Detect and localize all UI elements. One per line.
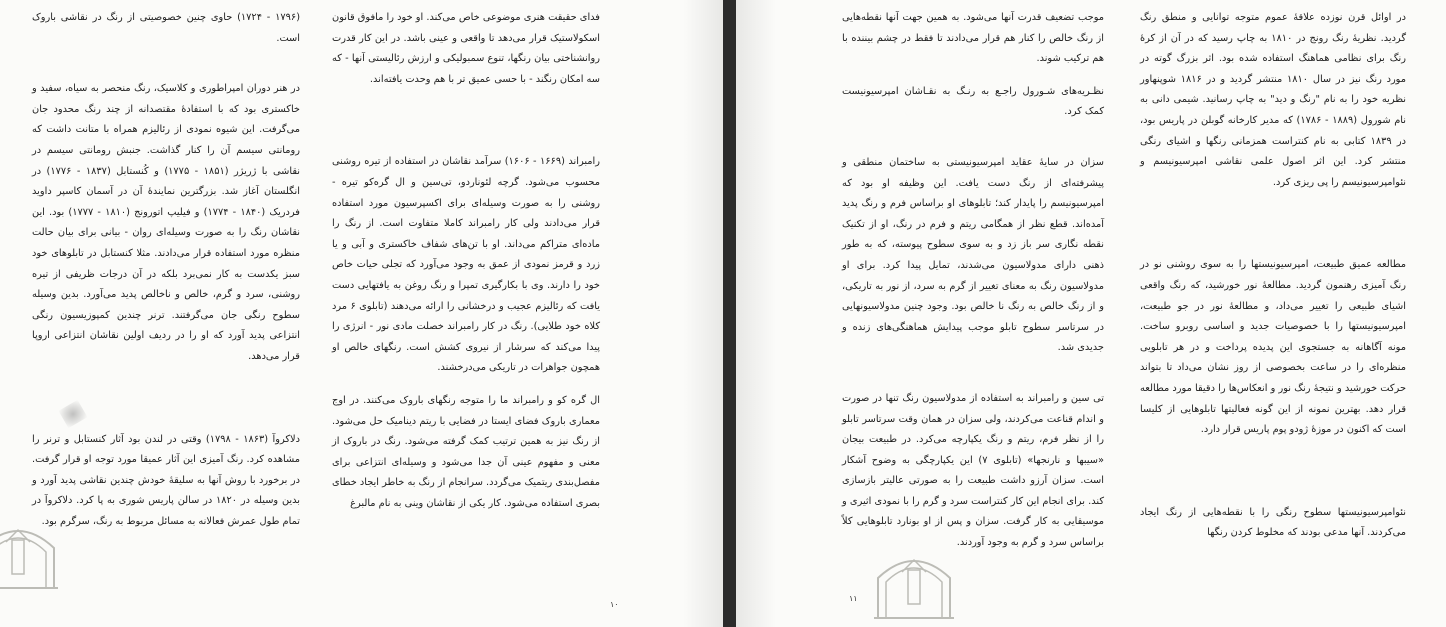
page-number: ۱۱ [849, 594, 858, 603]
paragraph: در هنر دوران امپراطوری و کلاسیک، رنگ منحصر به سیاه، سفید و خاکستری بود که با استفادهٔ مقتصدانه از چند رنگ محدود جان می‌گرفت. این شیوه نمودی از رئالیزم همراه با متانت داشت که رومانتی سیسم آن را کنار گذاشت. جنبش رومانتی سیسم در نقاشی با ژریژر (۱۸۵۱ - ۱۷۷۵) و کُنستابل (۱۸۳۷ - ۱۷۷۶) در انگلستان آغاز شد. بزرگترین نمایندهٔ آن در آسمان کاسپر داوید فردریک (۱۸۴۰ - ۱۷۷۴) و فیلیپ اتورونج (۱۸۱۰ - ۱۷۷۷) بود. این نقاشان رنگ را به صورت وسیله‌ای روان - بیانی برای بیان حالت منظره مورد استفاده قرار می‌دادند. مثلا کنستابل در تابلوهای خود سبز یکدست به کار نمی‌برد بلکه در آن درجات ظریفی از تیره روشنی، سرد و گرم، خالص و ناخالص پدید می‌آورد. بدین وسیله سطوح رنگی جان می‌گرفتند. ترنر چندین کمپوزیسیون رنگی انتزاعی پدید آورد که او را در ردیف اولین نقاشان انتزاعی اروپا قرار می‌دهد. [32, 83, 301, 362]
right-page-column-left [842, 8, 1104, 554]
left-page-column-left [32, 8, 300, 532]
library-stamp-icon [868, 548, 960, 624]
right-page-column-right [1140, 8, 1406, 544]
library-stamp-icon [0, 518, 64, 594]
paragraph: سزان در سایهٔ عقاید امپرسیونیستی به ساختمان منطقی و پیشرفته‌ای از رنگ دست یافت. این وظیفه او بود که امپرسیونیسم را پایدار کند؛ تابلوهای او براساس فرم و رنگ پدید آمده‌اند. قطع نظر از همگامی ریتم و فرم در رنگ، او از تکنیک نقطه نگاری سر باز زد و به سوی سطوح پیوسته، که به طور ذهنی دارای مدولاسیون می‌شدند، تمایل پیدا کرد. برای او مدولاسیون رنگ به معنای تغییر از گرم به سرد، از نور به تاریکی، و از رنگ خالص به رنگ نا خالص بود. وجود چنین مدولاسیونهایی در سرتاسر سطوح تابلو موجب پیدایش هماهنگی‌های زنده و جدیدی شد. [842, 156, 1104, 354]
paragraph: تی سین و رامبراند به استفاده از مدولاسیون رنگ تنها در صورت و اندام قناعت می‌کردند، ولی سزان در همان وقت سرتاسر تابلو را از نظر فرم، ریتم و رنگ یکپارچه می‌کرد. در طبیعت بیجان «سیبها و نارنجها» (تابلوی ۷) این یکپارچگی به وضوح آشکار است. سزان آرزو داشت طبیعت را به صورتی عالیتر بازسازی کند. برای انجام این کار کنتراست سرد و گرم را با نمودی اثیری و موسیقایی به کار گرفت. سزان و پس از او بونارد تابلوهایی کلاً براساس سرد و گرم به وجود آوردند. [842, 392, 1104, 549]
paragraph: در اوائل قرن نوزده علاقهٔ عموم متوجه توانایی و منطق رنگ گردید. نظریهٔ رنگ رونج در ۱۸۱۰ به چاپ رسید که در آن از کرهٔ رنگ برای نظامی هماهنگ استفاده شده بود. اثر بزرگ گوته در مورد رنگ نیز در سال ۱۸۱۰ منتشر گردید و در ۱۸۱۶ شوپنهاور نظریه خود را به نام "رنگ و دید" به چاپ رسانید. شیمی دانی به نام شورول (۱۸۸۹ - ۱۷۸۶) که مدیر کارخانه گوبلن در پاریس بود، در ۱۸۳۹ کتابی به نام کنتراست همزمانی رنگها و اشیای رنگی منتشر کرد. این اثر اصول علمی نقاشی امپرسیونیسم و نئوامپرسیونیسم را پی ریزی کرد. [1140, 12, 1406, 188]
paragraph: موجب تضعیف قدرت آنها می‌شود. به همین جهت آنها نقطه‌هایی از رنگ خالص را کنار هم قرار می‌دادند تا فقط در چشم بیننده با هم ترکیب شوند. [842, 12, 1104, 65]
page-number: ۱۰ [610, 600, 619, 609]
paragraph: (۱۷۹۶ - ۱۷۲۴) حاوی چنین خصوصیتی از رنگ در نقاشی باروک است. [32, 12, 301, 44]
paragraph: دلاکروآ (۱۸۶۳ - ۱۷۹۸) وقتی در لندن بود آثار کنستابل و ترنر را مشاهده کرد. رنگ آمیزی این آثار عمیقا مورد توجه او قرار گرفت. در برخورد با روش آنها به سلیقهٔ خودش چندین نقاشی پدید آورد و بدین وسیله در ۱۸۲۰ در سالن پاریس شوری به پا کرد. دلاکروآ در تمام طول عمرش فعالانه به مسائل مربوط به رنگ، سرگرم بود. [32, 433, 300, 527]
paragraph: رامبراند (۱۶۶۹ - ۱۶۰۶) سرآمد نقاشان در استفاده از تیره روشنی محسوب می‌شود. گرچه لئوناردو، تی‌سین و ال گره‌کو تیره - روشنی را به صورت وسیله‌ای برای اکسپرسیون مورد استفاده قرار می‌دادند ولی کار رامبراند کاملا متفاوت است. از رنگ را ماده‌ای متراکم می‌داند. او با تن‌های شفاف خاکستری و آبی و یا زرد و قرمز نمودی از عمق به وجود می‌آورد که تجلی حیات خاص خود را دارند. وی با بکارگیری تمپرا و رنگ روغن به یافتهایی دست یافت که رئالیزم عجیب و درخشانی را ارائه می‌دهند (تابلوی ۶ مرد کلاه خود طلایی). رنگ در کار رامبراند خصلت مادی نور - انرژی را پیدا می‌کند که سرشار از نیروی کشش است. رنگهای خالص او همچون جواهرات در تاریکی می‌درخشند. [332, 156, 601, 374]
paragraph: فدای حقیقت هنری موضوعی خاص می‌کند. او خود را مافوق قانون اسکولاستیک قرار می‌دهد تا واقعی و عینی باشد. در این کار قدرت روانشناختی بیان رنگها، تنوع سمبولیکی و ارزش رئالیستی آنها - که سه امکان رنگند - با حسی عمیق تر با هم وحدت یافته‌اند. [332, 12, 600, 85]
left-page-column-right [332, 8, 600, 514]
paragraph: نظـریه‌های شـورول راجـع به رنـگ به نقـاشان امپرسیونیست کمک کرد. [842, 85, 1104, 118]
paragraph: نئوامپرسیونیستها سطوح رنگی را با نقطه‌هایی از رنگ ایجاد می‌کردند. آنها مدعی بودند که مخلوط کردن رنگها [1140, 506, 1406, 539]
paragraph: مطالعه عمیق طبیعت، امپرسیونیستها را به سوی روشنی نو در رنگ آمیزی رهنمون گردید. مطالعهٔ نور خورشید، که رنگ واقعی اشیای طبیعی را تغییر می‌داد، و مطالعهٔ نور در جو طبیعت، امپرسیونیستها را با خصوصیات جدید و اساسی روبرو ساخت. مونه آگاهانه به جستجوی این پدیده پرداخت و در هر تابلویی منظره‌ای را در ساعت بخصوصی از روز نشان می‌داد تا بتواند حرکت خورشید و نتیجهٔ رنگ نور و انعکاس‌ها را دقیقا مورد مطالعه قرار دهد. بهترین نمونه از این گونه فعالیتها تابلوهایی از کلیسا است که اکنون در موزهٔ ژودو پوم پاریس قرار دارد. [1140, 259, 1406, 436]
right-page [736, 0, 1446, 627]
paragraph: ال گره کو و رامبراند ما را متوجه رنگهای باروک می‌کنند. در اوج معماری باروک فضای ایستا در فضایی با ریتم دینامیک حل می‌شود. از رنگ نیز به همین ترتیب کمک گرفته می‌شود. رنگ در باروک از معنی و مفهوم عینی آن جدا می‌شود و وسیله‌ای انتزاعی برای مفصل‌بندی ریتمیک می‌گردد. سرانجام از رنگ به خاطر ایجاد خطای بصری استفاده می‌شود. کار یکی از نقاشان وینی به نام مالبرغ [332, 394, 600, 509]
